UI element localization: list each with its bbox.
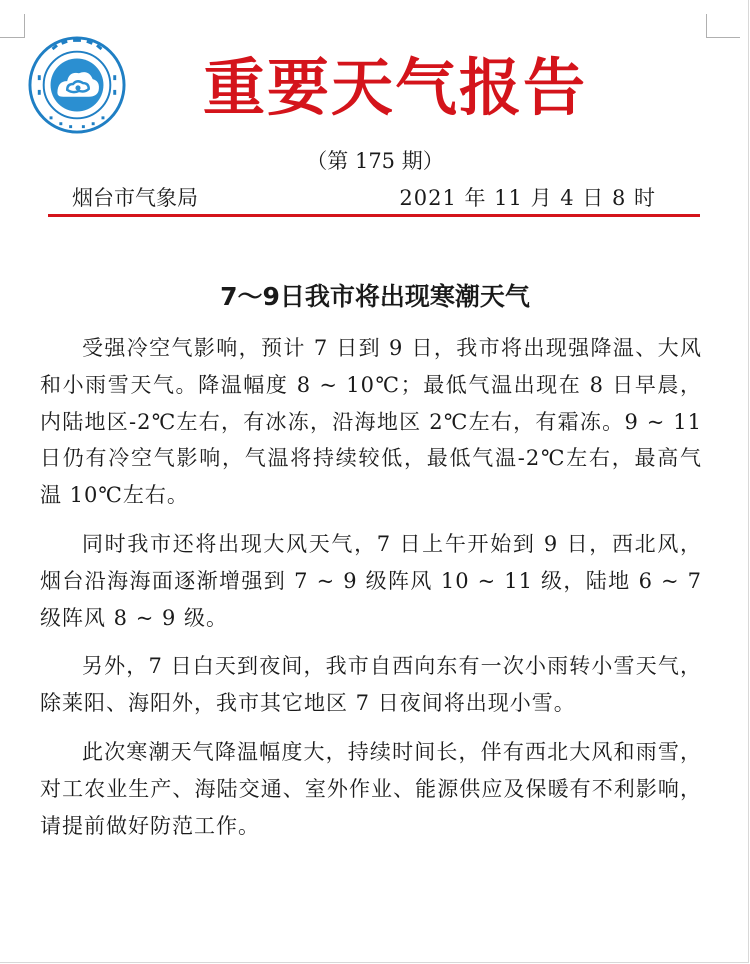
crop-mark-top-left (24, 14, 25, 38)
cloud-emblem-icon (28, 36, 126, 134)
paragraph: 受强冷空气影响，预计 7 日到 9 日，我市将出现强降温、大风和小雨雪天气。降温幅度 8 ~ 10℃；最低气温出现在 8 日早晨，内陆地区-2℃左右，有冰冻，沿海地区 2℃左右，有霜冻。9 ~ 11 日仍有冷空气影响，气温将持续较低，最低气温-2℃左右，最高气温 10℃左右。 (40, 336, 702, 508)
issuing-agency: 烟台市气象局 (72, 186, 198, 210)
paragraph: 另外，7 日白天到夜间，我市自西向东有一次小雨转小雪天气，除莱阳、海阳外，我市其它地区 7 日夜间将出现小雪。 (40, 654, 702, 716)
crop-mark-top-left-horizontal (0, 37, 24, 38)
paragraph: 同时我市还将出现大风天气，7 日上午开始到 9 日，西北风，烟台沿海海面逐渐增强到 7 ~ 9 级阵风 10 ~ 11 级，陆地 6 ~ 7 级阵风 8 ~ 9 级。 (40, 531, 702, 630)
report-title: 重要天气报告 (202, 51, 587, 124)
header-divider (48, 214, 700, 217)
issue-date: 2021 年 11 月 4 日 8 时 (399, 186, 656, 210)
article-body (40, 330, 702, 856)
article-headline: 7～9日我市将出现寒潮天气 (220, 282, 530, 311)
crop-mark-top-right (706, 14, 707, 38)
paragraph: 此次寒潮天气降温幅度大，持续时间长，伴有西北大风和雨雪，对工农业生产、海陆交通、室外作业、能源供应及保暖有不利影响，请提前做好防范工作。 (40, 739, 702, 838)
issue-number: （第 175 期） (306, 149, 444, 173)
crop-mark-top-right-horizontal (706, 37, 740, 38)
